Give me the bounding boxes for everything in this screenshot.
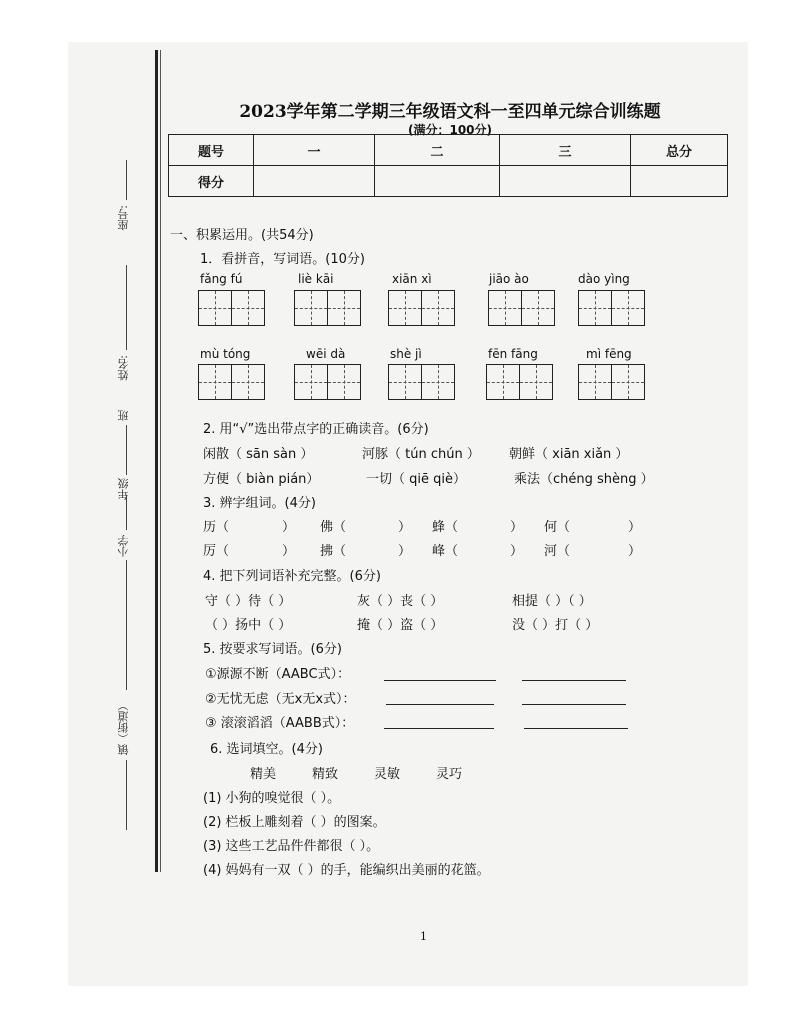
score-table-score-row bbox=[169, 166, 728, 197]
page-subtitle: (满分：100分) bbox=[407, 123, 493, 137]
q3-item: 拂（ bbox=[320, 544, 347, 559]
side-exam-no-label: 座号: bbox=[117, 205, 130, 231]
q3-item: 厉（ bbox=[203, 544, 230, 559]
score-table-cell: 总分 bbox=[631, 135, 728, 166]
side-grade-label: 年级 bbox=[117, 478, 130, 500]
q2-item: 方便（ biàn pián） bbox=[203, 472, 320, 487]
q3-item: 何（ bbox=[544, 520, 571, 535]
writing-grid[interactable] bbox=[198, 364, 265, 400]
side-name-label: 姓名: bbox=[117, 355, 130, 381]
answer-blank[interactable] bbox=[384, 680, 496, 681]
side-class-label: 班 bbox=[117, 410, 130, 421]
writing-grid[interactable] bbox=[294, 290, 361, 326]
q3-item: ） bbox=[510, 544, 524, 559]
q3-item: 蜂（ bbox=[432, 520, 459, 535]
q5-title: 5. 按要求写词语。(6分) bbox=[203, 642, 342, 657]
side-exam-no-blank bbox=[126, 160, 127, 200]
q3-item: ） bbox=[510, 520, 524, 535]
answer-blank[interactable] bbox=[524, 728, 628, 729]
q5-item: ①源源不断（AABC式）： bbox=[205, 667, 351, 682]
q2-item: 乘法（chéng shèng ） bbox=[514, 472, 654, 487]
q6-option: 灵巧 bbox=[436, 767, 463, 782]
score-input-1[interactable] bbox=[254, 166, 375, 197]
score-table-header-row bbox=[169, 135, 728, 166]
q5-item: ②无忧无虑（无x无x式）： bbox=[205, 692, 356, 707]
side-town-label: 镇（街道） bbox=[117, 700, 130, 755]
writing-grid[interactable] bbox=[198, 290, 265, 326]
writing-grid[interactable] bbox=[294, 364, 361, 400]
answer-blank[interactable] bbox=[386, 704, 494, 705]
q3-title: 3. 辨字组词。(4分) bbox=[203, 496, 316, 511]
q3-item: ） bbox=[628, 544, 642, 559]
q2-item: 朝鲜（ xiān xiǎn ） bbox=[509, 447, 629, 462]
q6-item: (1) 小狗的嗅觉很（ ）。 bbox=[203, 791, 341, 806]
binding-line bbox=[155, 50, 158, 872]
q3-item: ） bbox=[628, 520, 642, 535]
writing-grid[interactable] bbox=[578, 290, 645, 326]
answer-blank[interactable] bbox=[522, 680, 626, 681]
q6-item: (2) 栏板上雕刻着（ ）的图案。 bbox=[203, 815, 386, 830]
score-table-cell: 三 bbox=[500, 135, 631, 166]
writing-grid[interactable] bbox=[488, 290, 555, 326]
pinyin-label: liè kāi bbox=[298, 272, 334, 286]
side-class-blank bbox=[126, 425, 127, 475]
score-input-total[interactable] bbox=[631, 166, 728, 197]
q3-item: 河（ bbox=[544, 544, 571, 559]
q4-item: 守（ ）待（ ） bbox=[205, 594, 292, 609]
section1-heading: 一、积累运用。(共54分) bbox=[170, 228, 314, 243]
score-table-cell: 二 bbox=[375, 135, 500, 166]
q4-item: （ ）扬中（ ） bbox=[205, 618, 292, 633]
pinyin-label: wēi dà bbox=[306, 347, 346, 361]
q6-title: 6. 选词填空。(4分) bbox=[210, 742, 323, 757]
q2-item: 一切（ qiē qiè） bbox=[366, 472, 466, 487]
q6-option: 精美 bbox=[250, 767, 277, 782]
q1-title: 1．看拼音，写词语。(10分) bbox=[200, 252, 365, 267]
side-school-label: 小学 bbox=[117, 535, 130, 557]
side-school-blank bbox=[126, 560, 127, 690]
binding-line-inner bbox=[160, 50, 161, 872]
pinyin-label: fǎng fú bbox=[200, 272, 243, 286]
score-table-cell: 得分 bbox=[169, 166, 254, 197]
score-input-2[interactable] bbox=[375, 166, 500, 197]
score-table bbox=[168, 134, 728, 197]
q3-item: 历（ bbox=[203, 520, 230, 535]
q3-item: ） bbox=[282, 544, 296, 559]
q3-item: ） bbox=[282, 520, 296, 535]
pinyin-label: shè jì bbox=[390, 347, 422, 361]
q4-title: 4. 把下列词语补充完整。(6分) bbox=[203, 569, 381, 584]
pinyin-label: mì fēng bbox=[586, 347, 632, 361]
writing-grid[interactable] bbox=[388, 290, 455, 326]
q3-item: 峰（ bbox=[432, 544, 459, 559]
answer-blank[interactable] bbox=[522, 704, 626, 705]
pinyin-label: dào yìng bbox=[578, 272, 630, 286]
page-number: 1 bbox=[420, 930, 427, 943]
page-title: 2023学年第二学期三年级语文科一至四单元综合训练题 bbox=[239, 102, 661, 122]
side-town-blank bbox=[126, 760, 127, 830]
q2-title: 2. 用“√”选出带点字的正确读音。(6分) bbox=[203, 422, 429, 437]
q3-item: ） bbox=[398, 520, 412, 535]
q6-item: (4) 妈妈有一双（ ）的手，能编织出美丽的花篮。 bbox=[203, 863, 490, 878]
side-name-blank bbox=[126, 265, 127, 350]
q3-item: 佛（ bbox=[320, 520, 347, 535]
writing-grid[interactable] bbox=[578, 364, 645, 400]
q6-item: (3) 这些工艺品件件都很（ ）。 bbox=[203, 839, 380, 854]
q2-item: 河豚（ tún chún ） bbox=[362, 447, 480, 462]
side-grade-blank bbox=[126, 495, 127, 530]
q4-item: 没（ ）打（ ） bbox=[512, 618, 599, 633]
q6-option: 灵敏 bbox=[374, 767, 401, 782]
q2-item: 闲散（ sān sàn ） bbox=[203, 447, 314, 462]
writing-grid[interactable] bbox=[486, 364, 553, 400]
pinyin-label: jiāo ào bbox=[489, 272, 529, 286]
q3-item: ） bbox=[398, 544, 412, 559]
q4-item: 掩（ ）盗（ ） bbox=[357, 618, 444, 633]
score-table-cell: 一 bbox=[254, 135, 375, 166]
q6-option: 精致 bbox=[312, 767, 339, 782]
q4-item: 灰（ ）丧（ ） bbox=[357, 594, 444, 609]
pinyin-label: mù tóng bbox=[200, 347, 251, 361]
q4-item: 相提（ ）（ ） bbox=[512, 594, 592, 609]
pinyin-label: fēn fāng bbox=[488, 347, 538, 361]
score-input-3[interactable] bbox=[500, 166, 631, 197]
writing-grid[interactable] bbox=[388, 364, 455, 400]
q5-item: ③ 滚滚滔滔（AABB式）： bbox=[205, 716, 355, 731]
answer-blank[interactable] bbox=[384, 728, 494, 729]
pinyin-label: xiān xì bbox=[392, 272, 432, 286]
score-table-cell: 题号 bbox=[169, 135, 254, 166]
